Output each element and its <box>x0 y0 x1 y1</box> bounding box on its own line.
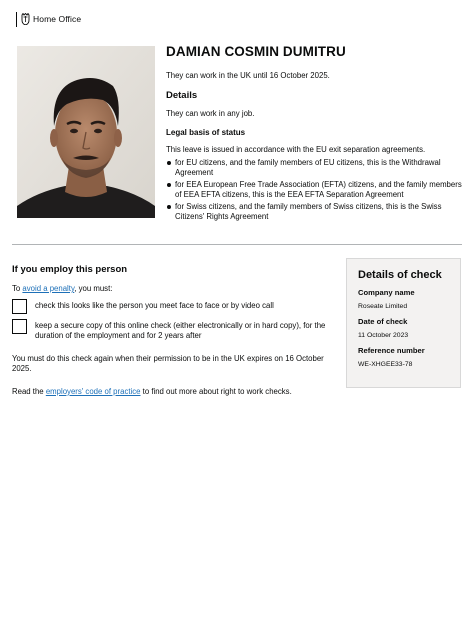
person-name: DAMIAN COSMIN DUMITRU <box>166 44 346 59</box>
checkbox[interactable] <box>12 319 27 334</box>
details-of-check-panel <box>346 258 461 388</box>
list-item: for EU citizens, and the family members of EU citizens, this is the Withdrawal Agreement <box>166 158 462 178</box>
company-name-label: Company name <box>358 288 415 297</box>
check-item <box>12 319 338 341</box>
list-item: for EEA European Free Trade Association (EFTA) citizens, and the family members of EEA EFTA citizens, this is the EEA EFTA Separation Agreement <box>166 180 462 200</box>
employ-intro: To avoid a penalty, you must: <box>12 284 113 293</box>
checkbox-label: check this looks like the person you meet face to face or by video call <box>35 301 274 310</box>
royal-crest-icon <box>21 13 30 25</box>
employ-heading: If you employ this person <box>12 264 128 275</box>
legal-basis-heading: Legal basis of status <box>166 128 246 137</box>
legal-basis-text: This leave is issued in accordance with the EU exit separation agreements. <box>166 145 426 154</box>
details-of-check-title: Details of check <box>358 269 442 281</box>
list-item: for Swiss citizens, and the family members of Swiss citizens, this is the Swiss Citizens' Rights Agreement <box>166 202 462 222</box>
details-heading: Details <box>166 90 198 101</box>
code-of-practice-text: Read the employers' code of practice to find out more about right to work checks. <box>12 387 292 396</box>
checkbox-label: keep a secure copy of this online check (either electronically or in hard copy), for the duration of the employment and for 2 years after <box>35 321 326 340</box>
company-name-value: Roseate Limited <box>358 303 408 310</box>
home-office-header <box>16 11 81 27</box>
header-divider <box>16 12 17 27</box>
date-of-check-value: 11 October 2023 <box>358 332 409 339</box>
person-details <box>166 42 462 224</box>
employer-guidance <box>12 263 338 397</box>
employers-code-link[interactable]: employers' code of practice <box>45 387 141 396</box>
reference-number-value: WE-XHGEE33-78 <box>358 361 413 368</box>
reference-number-label: Reference number <box>358 346 425 355</box>
check-item <box>12 299 338 314</box>
checkbox[interactable] <box>12 299 27 314</box>
date-of-check-label: Date of check <box>358 317 408 326</box>
work-status: They can work in the UK until 16 October 2025. <box>166 71 330 80</box>
brand-name: Home Office <box>33 14 82 24</box>
recheck-notice: You must do this check again when their permission to be in the UK expires on 16 October 2025. <box>12 354 324 373</box>
person-photo <box>17 46 155 218</box>
details-text: They can work in any job. <box>166 109 255 118</box>
section-divider <box>12 244 462 245</box>
avoid-penalty-link[interactable]: avoid a penalty <box>22 284 75 293</box>
legal-basis-list <box>166 158 462 222</box>
